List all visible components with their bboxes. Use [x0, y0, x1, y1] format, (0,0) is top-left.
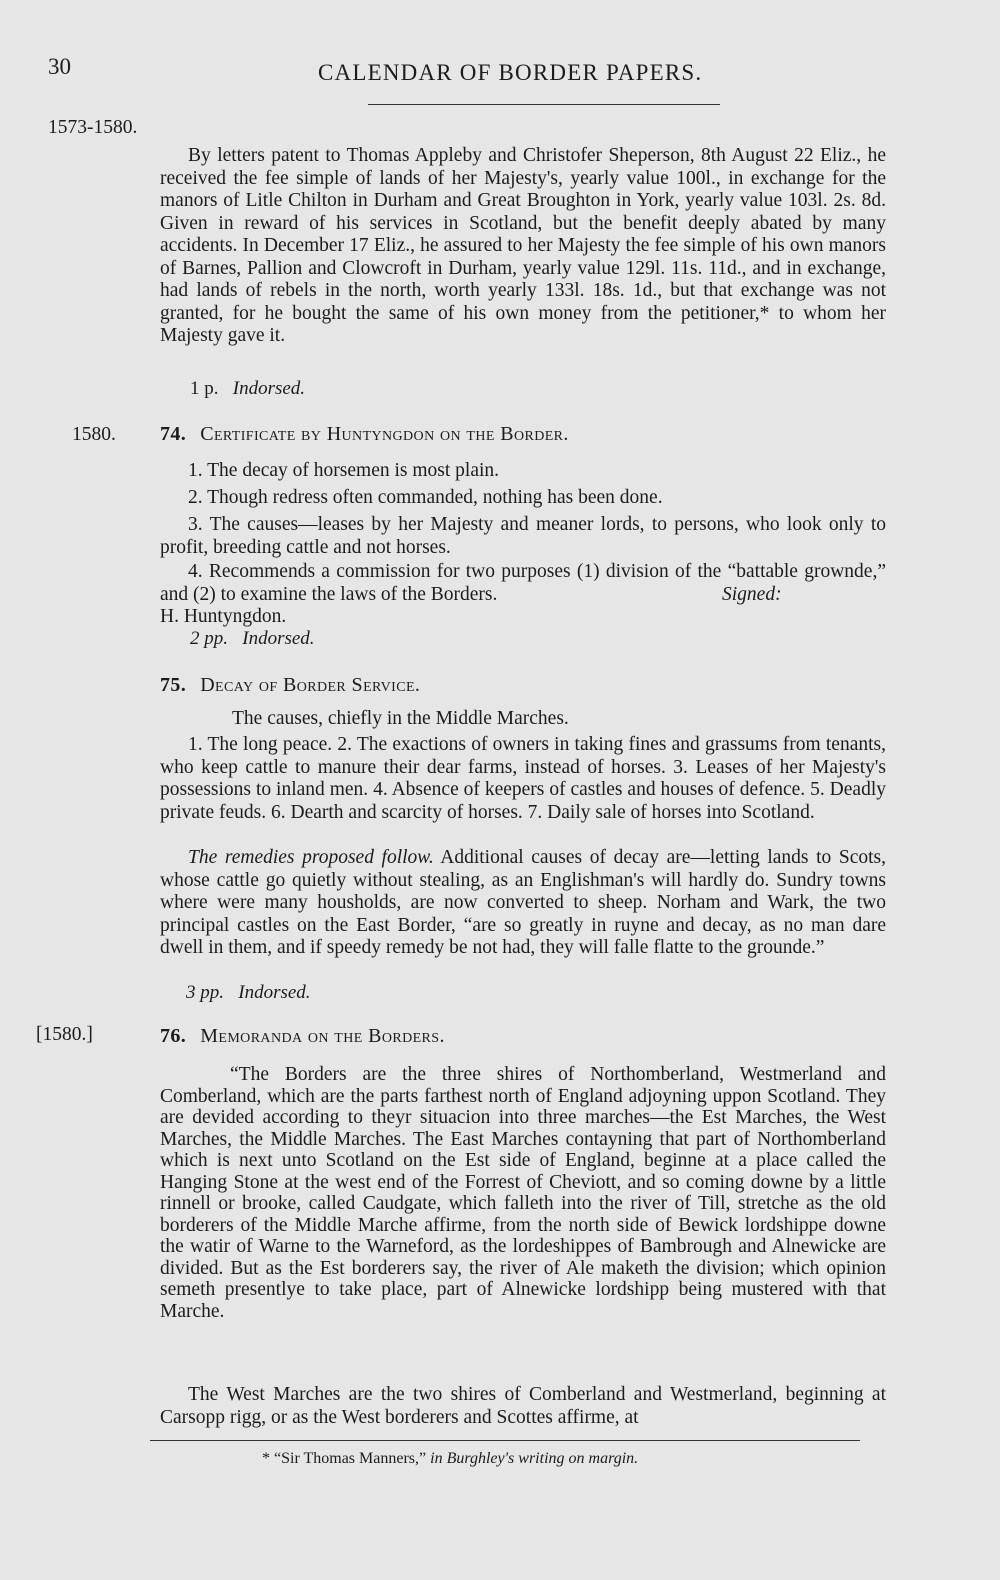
- indorsed-note: Indorsed.: [238, 982, 311, 1003]
- footnote: [262, 1450, 638, 1468]
- list-item: 1. The decay of horsemen is most plain.: [188, 460, 500, 481]
- indorsed-note: Indorsed.: [232, 378, 306, 399]
- entry-number: 76.: [160, 1025, 187, 1047]
- page-number: 30: [48, 54, 71, 79]
- note-74: [190, 628, 315, 650]
- footnote-italic: in Burghley's writing on margin.: [430, 1450, 639, 1467]
- list-item: 2. Though redress often commanded, nothing has been done.: [188, 487, 663, 508]
- remedies-text: Additional causes of decay are—letting lands to Scots, whose cattle go quietly without stealing, as an Englishman's will hardly do. Sundry towns where were many housholds, are now converted to sheep. Norham and Wark, the two principal castles on the East Border, “are so greatly in ruyne and decay, as no man dare dwell in them, and if speedy remedy be not had, they will falle flatte to the grounde.”: [160, 847, 886, 958]
- date-1580-bracketed: [1580.]: [36, 1024, 93, 1045]
- entry-number: 75.: [160, 674, 187, 696]
- paragraph-remedies: [160, 847, 886, 960]
- pages-note: 2 pp.: [190, 628, 228, 649]
- signed-name: H. Huntyngdon.: [160, 606, 287, 627]
- entry-title: Decay of Border Service.: [200, 674, 421, 696]
- entry-76-heading: [160, 1025, 445, 1048]
- pages-note: 3 pp.: [186, 982, 224, 1003]
- paragraph-letters-patent: By letters patent to Thomas Appleby and Christofer Sheperson, 8th August 22 Eliz., he received the fee simple of lands of her Majesty's, yearly value 100l., in exchange for the manors of Litle Chilton in Durham and Great Broughton in York, yearly value 103l. 2s. 8d. Given in reward of his services in Scotland, but the benefit deeply abated by many accidents. In December 17 Eliz., he assured to her Majesty the fee simple of his own manors of Barnes, Pallion and Clowcroft in Durham, yearly value 129l. 11s. 11d., and in exchange, had lands of rebels in the north, worth yearly 133l. 18s. 1d., but that exchange was not granted, for he bought the same of his own money from the petitioner,* to whom her Majesty gave it.: [160, 145, 886, 346]
- footnote-quote: * “Sir Thomas Manners,”: [262, 1450, 427, 1467]
- note-1573: [190, 378, 305, 400]
- entry-title: Certificate by Huntyngdon on the Border.: [200, 423, 569, 445]
- entry-75-heading: [160, 674, 420, 697]
- header-rule: [368, 104, 720, 105]
- pages-note: 1 p.: [190, 378, 219, 399]
- list-item: 4. Recommends a commission for two purposes (1) division of the “battable grownde,” and (2) to examine the laws of the Borders.: [160, 561, 886, 605]
- running-title: CALENDAR OF BORDER PAPERS.: [318, 60, 703, 85]
- note-75: [186, 982, 311, 1004]
- paragraph-west-marches: The West Marches are the two shires of Comberland and Westmerland, beginning at Carsopp rigg, or as the West borderers and Scottes affirme, at: [160, 1384, 886, 1428]
- footnote-rule: [150, 1440, 860, 1441]
- entry-number: 74.: [160, 423, 187, 445]
- paragraph-causes: 1. The long peace. 2. The exactions of owners in taking fines and grassums from tenants, who keep cattle to manure their dear farms, instead of horses. 3. Leases of her Majesty's possessions to inland men. 4. Absence of keepers of castles and houses of defence. 5. Deadly private feuds. 6. Dearth and scarcity of horses. 7. Daily sale of horses into Scotland.: [160, 734, 886, 823]
- date-1580: 1580.: [72, 424, 116, 445]
- indorsed-note: Indorsed.: [242, 628, 315, 649]
- paragraph-borders: “The Borders are the three shires of Northomberland, Westmerland and Comberland, which are the parts farthest north of England adjoyning uppon Scotland. They are devided according to theyr situacion into three marches—the Est Marches, the West Marches, the Middle Marches. The East Marches contayning that part of Northomberland which is next unto Scotland on the Est side of England, beginne at a place called the Hanging Stone at the west end of the Forrest of Cheviott, and so coming downe by a little rinnell or brooke, called Caudgate, which falleth into the river of Till, stretche as the old borderers of the Middle Marche affirme, from the north side of Bewick lordshippe downe the watir of Warne to the Warneford, as the lordeshippes of Bambrough and Alnewicke are divided. But as the Est borderers say, the river of Ale maketh the division; which opinion semeth presentlye to take place, part of Alnewicke lordshipp being mustered with that Marche.: [160, 1064, 886, 1322]
- intro-line: The causes, chiefly in the Middle Marches.: [232, 708, 569, 729]
- signed-label: Signed:: [722, 584, 782, 605]
- list-item: 3. The causes—leases by her Majesty and meaner lords, to persons, who look only to profit, breeding cattle and not horses.: [160, 514, 886, 558]
- date-1573-1580: 1573-1580.: [48, 117, 138, 138]
- remedies-italic: The remedies proposed follow.: [188, 847, 434, 868]
- entry-title: Memoranda on the Borders.: [200, 1025, 445, 1047]
- entry-74-heading: [160, 423, 569, 446]
